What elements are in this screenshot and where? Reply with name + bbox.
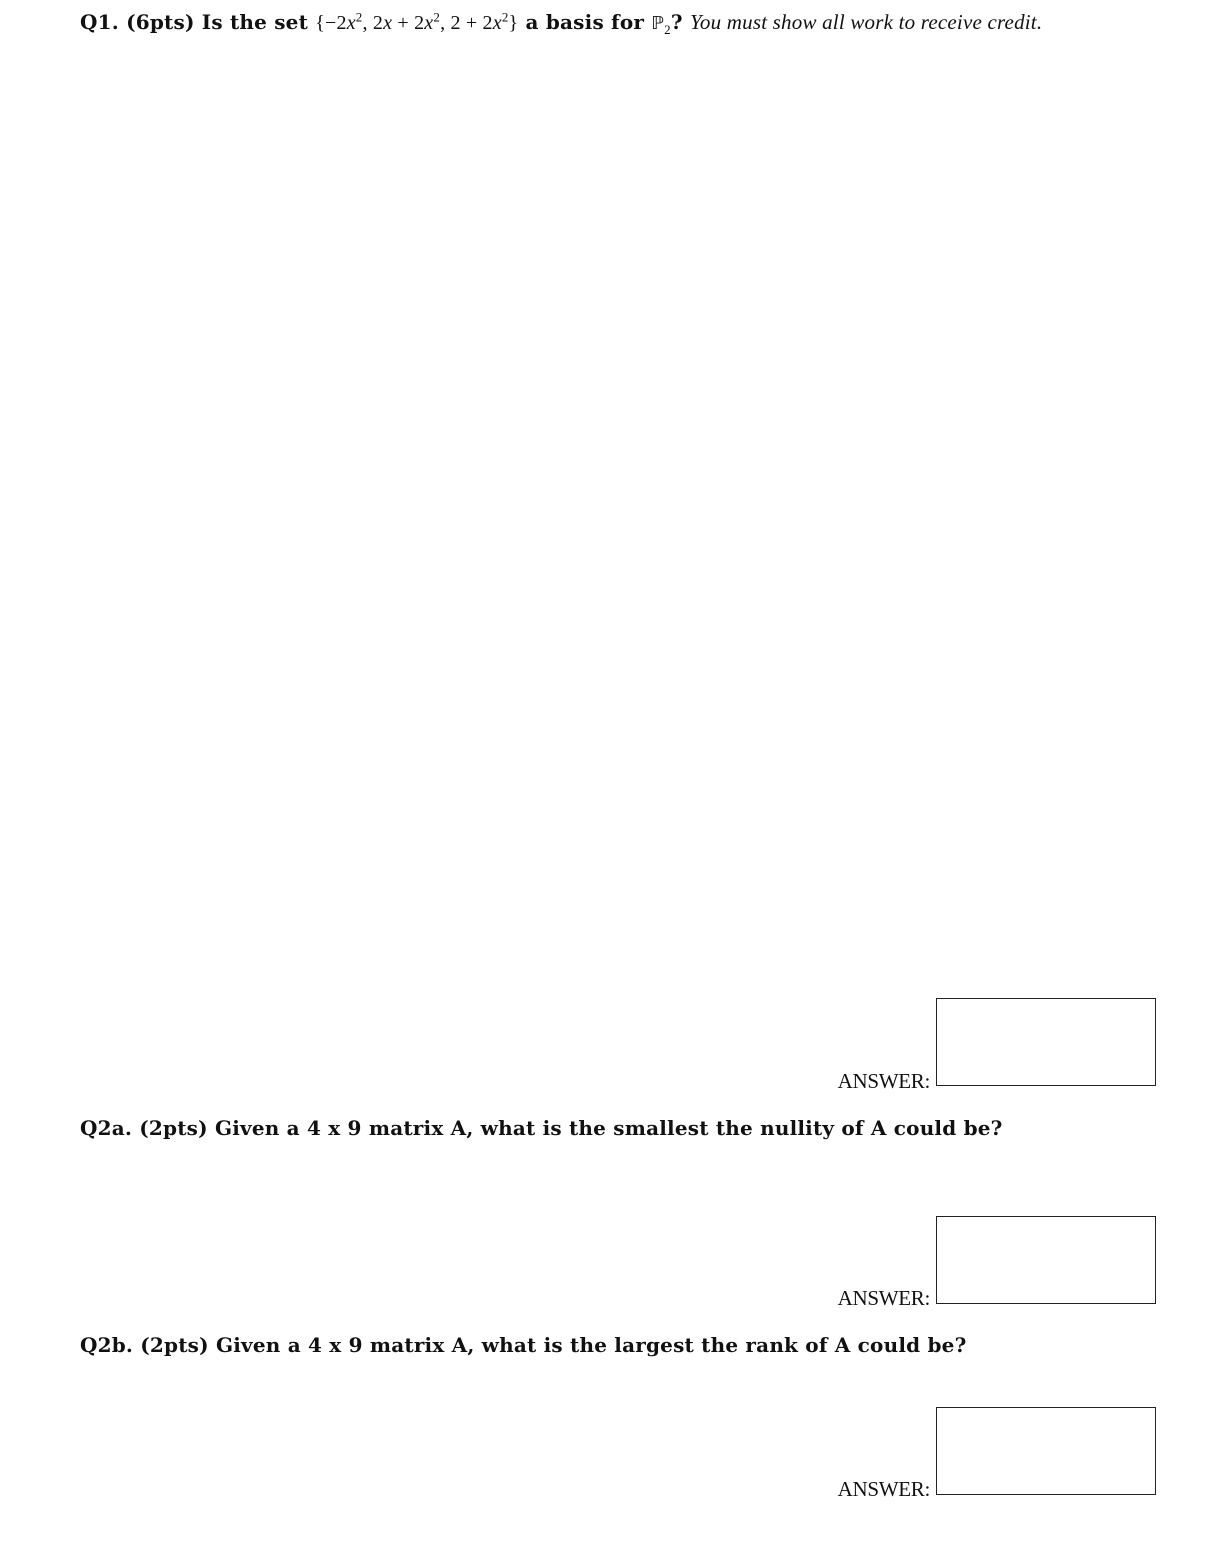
q1-answer-box[interactable] [936,998,1156,1086]
q2a-text: Given a 4 x 9 matrix A, what is the smallest the nullity of A could be? [214,1116,1003,1140]
q1-space-symbol: ℙ [651,13,665,34]
q2b-text: Given a 4 x 9 matrix A, what is the largest the rank of A could be? [215,1333,967,1357]
q1-set-expression: {$-2x^2$, $2x + 2x^2$, $2 + 2x^2$} [315,9,519,34]
q1-question-mark: ? [670,10,683,34]
q1-answer-label: ANSWER: [837,1069,930,1093]
q2a-answer-label: ANSWER: [837,1286,930,1310]
q2b-points: (2pts) [140,1333,209,1357]
q1-points: (6pts) [126,10,195,34]
q1-label: Q1. [80,10,119,34]
q2a-points: (2pts) [139,1116,208,1140]
q1-tail: a basis for [525,10,645,34]
q1-instruction: You must show all work to receive credit. [689,10,1043,34]
question-2a [80,1116,1003,1140]
q2b-label: Q2b. [80,1333,134,1357]
q1-space-subscript: 2 [664,22,671,37]
q2b-answer-label: ANSWER: [837,1477,930,1501]
q1-space [651,10,671,37]
question-1 [80,10,1042,35]
question-2b [80,1333,967,1357]
q2b-answer-box[interactable] [936,1407,1156,1495]
q2a-answer-box[interactable] [936,1216,1156,1304]
q1-lead: Is the set [201,10,309,34]
q2a-label: Q2a. [80,1116,133,1140]
